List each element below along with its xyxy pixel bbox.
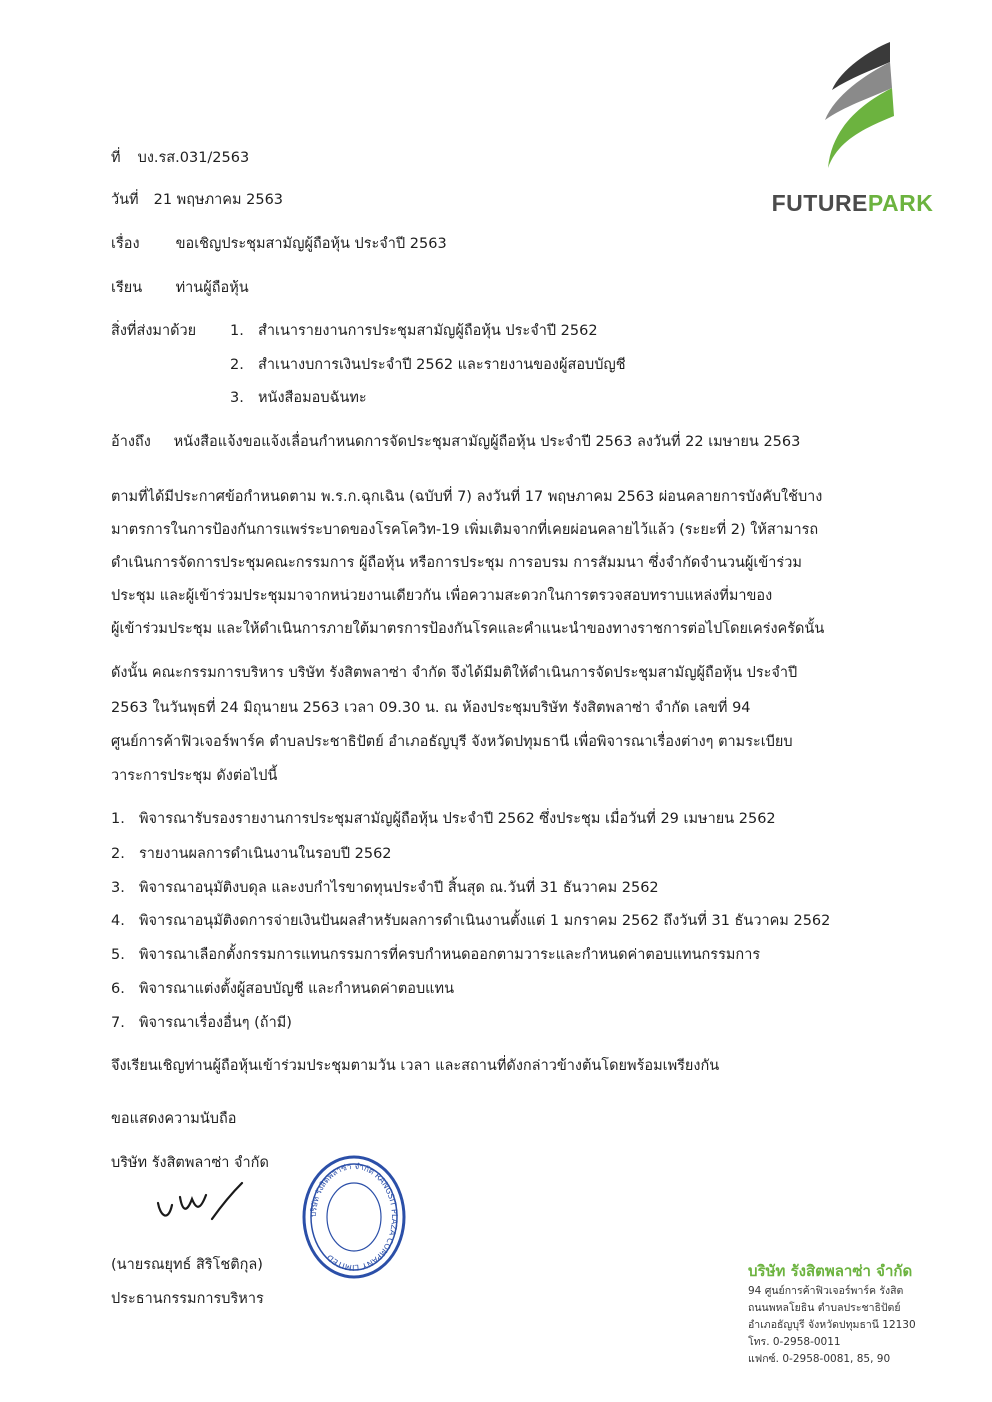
- signer-name: (นายรณยุทธ์ สิริโชติกุล): [111, 1257, 263, 1273]
- date-value: 21 พฤษภาคม 2563: [153, 192, 284, 208]
- agenda-item: 3. พิจารณาอนุมัติงบดุล และงบกำไรขาดทุนประจำปี สิ้นสุด ณ.วันที่ 31 ธันวาคม 2562: [111, 880, 659, 896]
- ref-value: บง.รส.031/2563: [137, 150, 250, 166]
- signer-company: บริษัท รังสิตพลาซ่า จำกัด: [111, 1155, 269, 1171]
- agenda-item: 2. รายงานผลการดำเนินงานในรอบปี 2562: [111, 846, 392, 862]
- footer-line: 94 ศูนย์การค้าฟิวเจอร์พาร์ค รังสิต: [748, 1285, 904, 1297]
- footer-line: อำเภอธัญบุรี จังหวัดปทุมธานี 12130: [748, 1319, 916, 1331]
- agenda-item: 7. พิจารณาเรื่องอื่นๆ (ถ้ามี): [111, 1015, 292, 1031]
- agenda-item: 6. พิจารณาแต่งตั้งผู้สอบบัญชี และกำหนดค่าตอบแทน: [111, 981, 454, 997]
- footer-line: ถนนพหลโยธิน ตำบลประชาธิปัตย์: [748, 1302, 901, 1314]
- subject-label: เรื่อง: [111, 236, 140, 252]
- para1-line: ผู้เข้าร่วมประชุม และให้ดำเนินการภายใต้มาตรการป้องกันโรคและคำแนะนำของทางราชการต่อไปโดยเคร่งครัดนั้น: [111, 621, 825, 637]
- ref-label: ที่: [111, 150, 121, 166]
- footer-phone: โทร. 0-2958-0011: [748, 1336, 841, 1348]
- para2-line: ดังนั้น คณะกรรมการบริหาร บริษัท รังสิตพลาซ่า จำกัด จึงได้มีมติให้ดำเนินการจัดประชุมสามัญผู้ถือหุ้น ประจำปี: [111, 665, 798, 681]
- enclosure-item: 3. หนังสือมอบฉันทะ: [230, 390, 367, 406]
- logo-wordmark: FUTUREPARK: [771, 190, 934, 216]
- to-label: เรียน: [111, 280, 143, 296]
- agenda-item: 1. พิจารณารับรองรายงานการประชุมสามัญผู้ถือหุ้น ประจำปี 2562 ซึ่งประชุม เมื่อวันที่ 29 เมษายน 2562: [111, 811, 776, 827]
- ref-line: [111, 146, 249, 169]
- reference-line: [111, 430, 800, 453]
- enclosure-label: สิ่งที่ส่งมาด้วย: [111, 323, 197, 339]
- para2-line: ศูนย์การค้าฟิวเจอร์พาร์ค ตำบลประชาธิปัตย์ อำเภอธัญบุรี จังหวัดปทุมธานี เพื่อพิจารณาเรื่องต่างๆ ตามระเบียบ: [111, 734, 793, 750]
- para2-line: 2563 ในวันพุธที่ 24 มิถุนายน 2563 เวลา 09.30 น. ณ ห้องประชุมบริษัท รังสิตพลาซ่า จำกัด เลขที่ 94: [111, 700, 751, 716]
- reference-value: หนังสือแจ้งขอแจ้งเลื่อนกำหนดการจัดประชุมสามัญผู้ถือหุ้น ประจำปี 2563 ลงวันที่ 22 เมษายน 2563: [173, 434, 801, 450]
- para1-line: ดำเนินการจัดการประชุมคณะกรรมการ ผู้ถือหุ้น หรือการประชุม การอบรม การสัมมนา ซึ่งจำกัดจำนวนผู้เข้าร่วม: [111, 555, 802, 571]
- logo-swoosh-icon: [810, 40, 900, 170]
- company-address-footer: [748, 1263, 948, 1368]
- regards-text: ขอแสดงความนับถือ: [111, 1111, 237, 1127]
- to-line: [111, 276, 249, 299]
- signature-icon: [150, 1175, 260, 1235]
- agenda-item: 4. พิจารณาอนุมัติงดการจ่ายเงินปันผลสำหรับผลการดำเนินงานตั้งแต่ 1 มกราคม 2562 ถึงวันที่ 31 ธันวาคม 2562: [111, 913, 831, 929]
- date-line: [111, 188, 283, 211]
- reference-label: อ้างถึง: [111, 434, 151, 450]
- enclosure-item: 2. สำเนางบการเงินประจำปี 2562 และรายงานของผู้สอบบัญชี: [230, 357, 626, 373]
- future-park-logo: [770, 40, 935, 215]
- subject-value: ขอเชิญประชุมสามัญผู้ถือหุ้น ประจำปี 2563: [175, 236, 447, 252]
- subject-line: [111, 232, 447, 255]
- signer-position: ประธานกรรมการบริหาร: [111, 1291, 264, 1307]
- agenda-item: 5. พิจารณาเลือกตั้งกรรมการแทนกรรมการที่ครบกำหนดออกตามวาระและกำหนดค่าตอบแทนกรรมการ: [111, 947, 761, 963]
- seal-text: บริษัท รังสิตพลาซ่า จำกัด RANGSIT PLAZA COMPANY LIMITED: [308, 1161, 400, 1273]
- to-value: ท่านผู้ถือหุ้น: [175, 280, 249, 296]
- para1-line: ประชุม และผู้เข้าร่วมประชุมมาจากหน่วยงานเดียวกัน เพื่อความสะดวกในการตรวจสอบทราบแหล่งที่มาของ: [111, 588, 773, 604]
- para2-line: วาระการประชุม ดังต่อไปนี้: [111, 768, 278, 784]
- para1-line: มาตรการในการป้องกันการแพร่ระบาดของโรคโควิท-19 เพิ่มเติมจากที่เคยผ่อนคลายไว้แล้ว (ระยะที่ 2) ให้สามารถ: [111, 522, 819, 538]
- footer-company: บริษัท รังสิตพลาซ่า จำกัด: [748, 1262, 913, 1280]
- closing-line: จึงเรียนเชิญท่านผู้ถือหุ้นเข้าร่วมประชุมตามวัน เวลา และสถานที่ดังกล่าวข้างต้นโดยพร้อมเพรียงกัน: [111, 1058, 720, 1074]
- footer-fax: แฟกซ์. 0-2958-0081, 85, 90: [748, 1353, 891, 1365]
- date-label: วันที่: [111, 192, 139, 208]
- enclosure-item: 1. สำเนารายงานการประชุมสามัญผู้ถือหุ้น ประจำปี 2562: [230, 323, 598, 339]
- company-seal: [300, 1152, 408, 1282]
- para1-line: ตามที่ได้มีประกาศข้อกำหนดตาม พ.ร.ก.ฉุกเฉิน (ฉบับที่ 7) ลงวันที่ 17 พฤษภาคม 2563 ผ่อนคลายการบังคับใช้บาง: [111, 489, 823, 505]
